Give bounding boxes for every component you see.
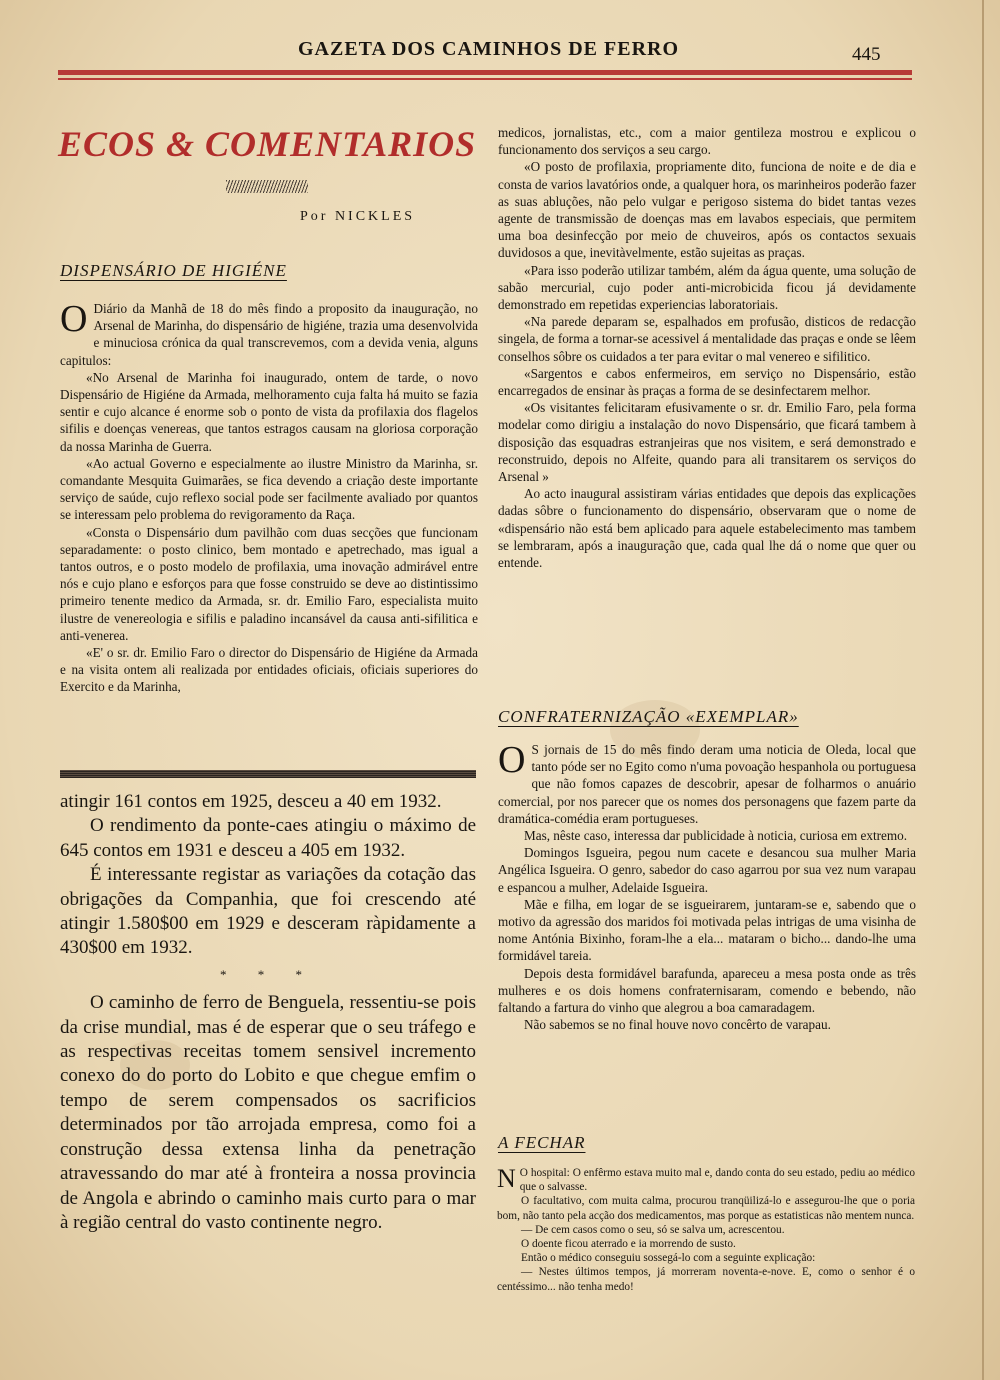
confraternizacao-text <box>498 741 916 1033</box>
paragraph: Não sabemos se no final houve novo concêrto de varapau. <box>524 1017 831 1033</box>
paragraph: «Sargentos e cabos enfermeiros, em serviço no Dispensário, estão encarregados de ensinar às praças a forma de se desinfectarem melhor. <box>498 365 916 399</box>
paragraph: «No Arsenal de Marinha foi inaugurado, ontem de tarde, o novo Dispensário de Higiéne da Armada, melhoramento cuja falta há muito se fazia sentir e cujo alcance é enorme sob o ponto de vista da profilaxia dos flagelos sifilis e doenças venereas, que tantos estragos causam na gloriosa corporação da nossa Marinha de Guerra. <box>60 369 478 454</box>
paragraph: O S jornais de 15 do mês findo deram uma noticia de Oleda, local que tanto póde ser no Egito como n'uma povoação hespanhola ou portuguesa que não fomos capazes de descobrir, apesar de folharmos o anuário comercial, por nos parecer que os nomes dos personagens que fazem parte da dramática-comédia eram portugueses. <box>498 739 916 826</box>
paragraph: atingir 161 contos em 1925, desceu a 40 em 1932. <box>60 791 442 812</box>
paragraph: «Ao actual Governo e especialmente ao ilustre Ministro da Marinha, sr. comandante Mesquita Guimarães, se fica devendo a criação deste importante serviço de saúde, cujo reflexo social pode ser facilmente avaliado por quantos se interessam pelo problema do revigoramento da Raça. <box>60 455 478 523</box>
dispensario-text <box>60 300 478 696</box>
paragraph: Mas, nêste caso, interessa dar publicidade à noticia, curiosa em extremo. <box>524 828 908 844</box>
paragraph: «E' o sr. dr. Emilio Faro o director do Dispensário de Higiéne da Armada e na visita ontem ali realizada por entidades oficiais, oficiais superiores do Exercito e da Marinha, <box>60 645 478 695</box>
paragraph: «Na parede deparam se, espalhados em profusão, disticos de redacção singela, de forma a tornar-se acessivel á mentalidade das praças e onde se lêem conselhos sôbre os cuidados a ter para evitar o mal venereo e sifilitico. <box>498 314 916 364</box>
page-number: 445 <box>852 44 881 65</box>
column-divider-rule <box>60 770 476 778</box>
drop-cap: O <box>60 298 88 340</box>
paragraph: N O hospital: O enfêrmo estava muito mal e, dando conta do seu estado, pediu ao médico que o salvasse. <box>497 1164 915 1194</box>
paragraph: «Consta o Dispensário dum pavilhão com duas secções que funcionam separadamente: o posto clinico, bem montado e apetrechado, mas igual a tantos outros, e o posto modelo de profilaxia, uma inovação admirável entre nós e cujo plano e esforços para que fosse construido se deve ao distintissimo primeiro tenente medico da Armada, sr. dr. Emilio Faro, especialista muito ilustre de venereologia e sifilis e paladino incansável da causa anti-sifilitica e anti-venerea. <box>60 524 478 643</box>
title-ornament <box>226 180 308 193</box>
paragraph: Então o médico conseguiu sossegá-lo com a seguinte explicação: <box>521 1252 816 1265</box>
paragraph: Domingos Isgueira, pegou num cacete e desancou sua mulher Maria Angélica Isgueira. O genro, sabedor do caso agarrou por sua vez num varapau e espancou a mulher, Adelaide Isgueira. <box>498 845 916 895</box>
page-edge-line <box>982 0 984 1380</box>
paragraph: «O posto de profilaxia, propriamente dito, funciona de noite e de dia e consta de varios lavatórios onde, a qualquer hora, os marinheiros poderão fazer as suas abluções, não pelo vulgar e perigoso sistema do bidet tantas vezes agente de transmissão de doenças mas em lavabos especiais, que permitem uma boa desinfecção por meio de chuveiros, após os contactos sexuais duvidosos a que, inevitàvelmente, estão sujeitas as praças. <box>498 159 916 261</box>
fechar-text <box>497 1166 915 1294</box>
paragraph: O facultativo, com muita calma, procurou tranqüilizá-lo e assegurou-lhe que o poria bom, não tanto pela acção dos medicamentos, mas porque as estatisticas não mentem nunca. <box>497 1195 915 1222</box>
article-title: ECOS & COMENTARIOS <box>58 124 477 164</box>
section-heading-dispensario: DISPENSÁRIO DE HIGIÉNE <box>60 261 287 280</box>
byline: Por NICKLES <box>300 209 416 224</box>
drop-cap: O <box>498 739 526 781</box>
benguela-text <box>60 790 476 1235</box>
section-heading-fechar: A FECHAR <box>498 1133 586 1152</box>
section-heading-confraternizacao: CONFRATERNIZAÇÃO «EXEMPLAR» <box>498 707 799 726</box>
paragraph: medicos, jornalistas, etc., com a maior gentileza mostrou e explicou o funcionamento dos serviços a seu cargo. <box>498 125 916 158</box>
drop-cap: N <box>497 1164 516 1193</box>
paragraph: O Diário da Manhã de 18 do mês findo a proposito da inauguração, no Arsenal de Marinha, do dispensário de higiéne, trazia uma desenvolvida e minuciosa crónica da qual transcrevemos, com a devida venia, alguns capitulos: <box>60 298 478 368</box>
paragraph: — Nestes últimos tempos, já morreram noventa-e-nove. E, como o senhor é o centéssimo... não tenha medo! <box>497 1266 915 1293</box>
paragraph: — De cem casos como o seu, só se salva um, acrescentou. <box>521 1223 785 1236</box>
paragraph: O doente ficou aterrado e ia morrendo de susto. <box>521 1238 736 1251</box>
paragraph: O caminho de ferro de Benguela, ressentiu-se pois da crise mundial, mas é de esperar que o seu tráfego e as respectivas receitas tomem sensivel incremento conexo do do porto do Lobito e que chegue emfim o tempo de serem compensados os sacrificios determinados por tão arrojada empresa, como foi a construção dessa extensa linha da penetração atravessando do mar até à fronteira a nossa provincia de Angola e abrindo o caminho mais curto para o mar à região central do vasto continente negro. <box>60 992 476 1233</box>
header-rule <box>58 70 912 75</box>
section-separator: * * * <box>220 966 316 982</box>
paragraph: «Os visitantes felicitaram efusivamente o sr. dr. Emilio Faro, pela forma modelar como dirigiu a instalação do novo Dispensário, que ficará tambem à disposição das esquadras estranjeiras que nos visitem, e será demonstrado e reconstruido, depois no Alfeite, quando para ali transitarem os serviços do Arsenal » <box>498 400 916 485</box>
paragraph: O rendimento da ponte-caes atingiu o máximo de 645 contos em 1931 e desceu a 405 em 1932. <box>60 815 476 861</box>
paragraph: Mãe e filha, em logar de se isgueirarem, juntaram-se e, sabendo que o motivo da agressão dos maridos foi motivada pelas intrigas de uma visinha de nome Antónia Bixinho, foram-lhe a ela... mataram o bicho... dando-lhe uma formidável tareia. <box>498 896 916 964</box>
masthead-title: GAZETA DOS CAMINHOS DE FERRO <box>298 38 680 60</box>
dispensario-continuation <box>498 124 916 571</box>
paragraph: Ao acto inaugural assistiram várias entidades que depois das explicações dadas sôbre o funcionamento do dispensário, observaram que o nome de «dispensário não está bem aplicado para aquele estabelecimento mas tambem se lembraram, após a inauguração que, cada qual lhe dá o nome que quer ou entende. <box>498 486 916 571</box>
paragraph: «Para isso poderão utilizar também, além da água quente, uma solução de sabão mercurial, cujo poder anti-microbicida ficou já devidamente demonstrado em repetidas experiencias laboratoriais. <box>498 262 916 313</box>
paragraph: É interessante registar as variações da cotação das obrigações da Companhia, que foi crescendo até atingir 1.580$00 em 1929 e desceram ràpidamente a 430$00 em 1932. <box>60 864 476 959</box>
paragraph: Depois desta formidável barafunda, apareceu a mesa posta onde as três mulheres e os dois homens confraternisaram, comendo e bebendo, não faltando a fartura do vinho que alegrou a boa camaradagem. <box>498 965 916 1016</box>
header-rule-thin <box>58 78 912 80</box>
